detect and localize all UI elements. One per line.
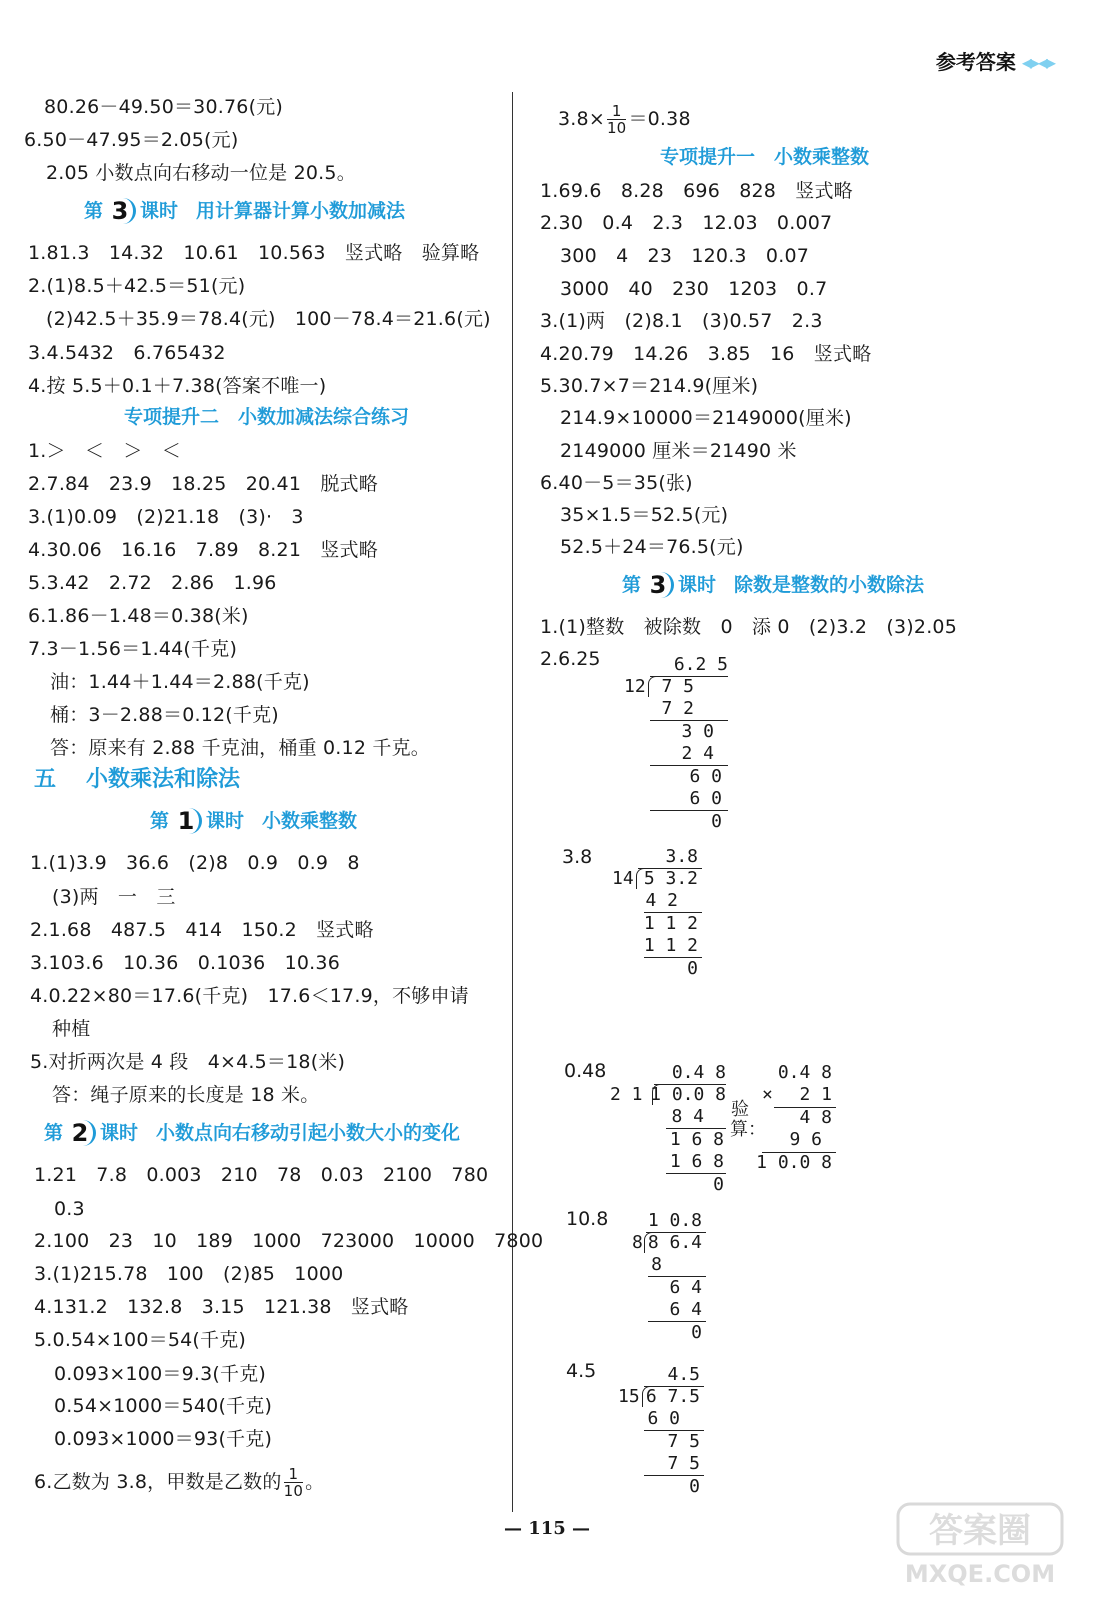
quotient: 1 0.8	[647, 1210, 702, 1231]
text-line: 1.21 7.8 0.003 210 78 0.03 2100 780	[34, 1164, 489, 1186]
lesson-number-icon: 3	[107, 198, 136, 224]
text-line: 答：原来有 2.88 千克油，桶重 0.12 千克。	[50, 737, 430, 759]
dividend: 5 3.2	[643, 868, 698, 889]
section-heading: 第 3 课时 除数是整数的小数除法	[622, 571, 925, 599]
quotient: 6.2 5	[673, 654, 728, 675]
dividend: 8 6.4	[647, 1232, 702, 1253]
section-heading: 第 2 课时 小数点向右移动引起小数大小的变化	[44, 1119, 461, 1147]
text-line: 1.(1)整数 被除数 0 添 0 (2)3.2 (3)2.05	[540, 616, 958, 638]
text-line: 油：1.44＋1.44＝2.88(千克)	[50, 671, 310, 693]
text-line: (3)两 一 三	[52, 886, 176, 908]
text-line: 2.(1)8.5＋42.5＝51(元)	[28, 275, 246, 297]
text-line: 5.0.54×100＝54(千克)	[34, 1329, 247, 1351]
text-line: 7.3－1.56＝1.44(千克)	[28, 638, 238, 660]
text-line: 种植	[52, 1018, 91, 1040]
text-line: 2.100 23 10 189 1000 723000 10000 7800	[34, 1230, 544, 1252]
long-division: 3.8 14 5 3.2 4 2 1 1 2 1 1 2 0	[610, 846, 702, 982]
text-line: 2.05 小数点向右移动一位是 20.5。	[46, 162, 356, 184]
divisor: 8	[632, 1232, 643, 1253]
watermark-bottom: MXQE.COM	[904, 1560, 1056, 1588]
text-line: 3.103.6 10.36 0.1036 10.36	[30, 952, 340, 974]
long-division: 1 0.8 8 8 6.4 8 6 4 6 4 0	[630, 1210, 706, 1346]
text-line: 6.40－5＝35(张)	[540, 472, 693, 494]
section-heading: 专项提升二 小数加减法综合练习	[124, 406, 410, 428]
text-line: 6.1.86－1.48＝0.38(米)	[28, 605, 249, 627]
dividend: 6 7.5	[645, 1386, 700, 1407]
lesson-number-icon: 1	[173, 808, 202, 834]
divisor: 14	[612, 868, 634, 889]
text-line: 35×1.5＝52.5(元)	[560, 504, 729, 526]
text-line: 2.1.68 487.5 414 150.2 竖式略	[30, 919, 374, 941]
watermark-logo	[896, 1500, 1066, 1590]
text-line: 2.30 0.4 2.3 12.03 0.007	[540, 212, 833, 234]
text-line: 6.乙数为 3.8，甲数是乙数的 $\frac{1}{10}$ 。	[34, 1465, 325, 1500]
answer-label: 2.6.25	[540, 648, 601, 670]
section-heading: 第 1 课时 小数乘整数	[150, 807, 358, 835]
answer-label: 4.5	[566, 1360, 597, 1382]
column-divider	[512, 92, 513, 1512]
page-header	[936, 46, 1054, 75]
text-line: 2.7.84 23.9 18.25 20.41 脱式略	[28, 473, 378, 495]
fraction: $\frac{1}{10}$	[283, 1465, 304, 1500]
text-line: 0.54×1000＝540(千克)	[54, 1395, 273, 1417]
text-line: 5.对折两次是 4 段 4×4.5＝18(米)	[30, 1051, 346, 1073]
header-deco-icon: ◂▸◂▸	[1021, 50, 1054, 74]
long-division: 0.4 8 2 1 1 0.0 8 8 4 1 6 8 1 6 8 0	[610, 1062, 726, 1195]
dividend: 1 0.0 8	[650, 1084, 726, 1105]
text-line: 80.26－49.50＝30.76(元)	[44, 96, 284, 118]
divisor: 15	[618, 1386, 640, 1407]
text-line: 52.5＋24＝76.5(元)	[560, 536, 744, 558]
watermark-top: 答案圈	[929, 1511, 1031, 1551]
division-bracket	[648, 676, 659, 697]
fraction: $\frac{1}{10}$	[606, 102, 627, 137]
check-label: 验算：	[730, 1099, 766, 1140]
text-line: 3.8× $\frac{1}{10}$ ＝0.38	[558, 102, 691, 137]
header-title: 参考答案	[935, 50, 1016, 74]
text-line: 4.131.2 132.8 3.15 121.38 竖式略	[34, 1296, 409, 1318]
text-line: 4.按 5.5＋0.1＋7.38(答案不唯一)	[28, 375, 327, 397]
long-division: 4.5 15 6 7.5 6 0 7 5 7 5 0	[616, 1364, 704, 1500]
answer-label: 10.8	[566, 1208, 609, 1230]
lesson-number-icon: 2	[67, 1120, 96, 1146]
watermark-icon	[896, 1500, 1066, 1590]
answer-label: 0.48	[564, 1060, 607, 1082]
text-line: 0.093×1000＝93(千克)	[54, 1428, 273, 1450]
vertical-multiplication: 0.4 8 × 2 1 4 8 9 6 1 0.0 8	[760, 1062, 836, 1182]
text-line: 5.30.7×7＝214.9(厘米)	[540, 375, 759, 397]
text-line: 300 4 23 120.3 0.07	[560, 245, 810, 267]
text-line: 4.20.79 14.26 3.85 16 竖式略	[540, 343, 872, 365]
text-line: 1.(1)3.9 36.6 (2)8 0.9 0.9 8	[30, 852, 360, 874]
divisor: 12	[624, 676, 646, 697]
unit-heading: 五 小数乘法和除法	[34, 767, 241, 792]
text-line: 2149000 厘米＝21490 米	[560, 440, 797, 462]
page-number: — 115 —	[503, 1518, 591, 1539]
text-line: 6.50－47.95＝2.05(元)	[24, 129, 239, 151]
text-line: 桶：3－2.88＝0.12(千克)	[50, 704, 279, 726]
text-line: 3.(1)0.09 (2)21.18 (3)· 3	[28, 506, 304, 528]
text-line: 1.81.3 14.32 10.61 10.563 竖式略 验算略	[28, 242, 480, 264]
text-line: 3.(1)两 (2)8.1 (3)0.57 2.3	[540, 310, 823, 332]
dividend: 7 5	[661, 676, 694, 697]
text-line: 214.9×10000＝2149000(厘米)	[560, 407, 852, 429]
long-division: 6.2 5 12 7 5 7 2 3 0 2 4 6 0 6 0 0	[624, 654, 728, 832]
multiply-sign-icon: ×	[762, 1084, 773, 1105]
text-line: 答：绳子原来的长度是 18 米。	[52, 1084, 320, 1106]
text-line: 3.(1)215.78 100 (2)85 1000	[34, 1263, 344, 1285]
answer-label: 3.8	[562, 846, 593, 868]
text-line: 3000 40 230 1203 0.7	[560, 278, 828, 300]
section-heading: 专项提升一 小数乘整数	[660, 146, 870, 168]
text-line: (2)42.5＋35.9＝78.4(元) 100－78.4＝21.6(元)	[46, 308, 491, 330]
quotient: 3.8	[665, 846, 698, 867]
text-line: 3.4.5432 6.765432	[28, 342, 226, 364]
text-line: 0.3	[54, 1198, 85, 1220]
quotient: 4.5	[667, 1364, 700, 1385]
text-line: 5.3.42 2.72 2.86 1.96	[28, 572, 277, 594]
text-line: 4.30.06 16.16 7.89 8.21 竖式略	[28, 539, 378, 561]
quotient: 0.4 8	[671, 1062, 726, 1083]
section-heading: 第 3 课时 用计算器计算小数加减法	[84, 197, 406, 225]
divisor: 2 1	[610, 1084, 643, 1105]
text-line: 0.093×100＝9.3(千克)	[54, 1363, 267, 1385]
lesson-number-icon: 3	[645, 572, 674, 598]
text-line: 1.＞ ＜ ＞ ＜	[28, 440, 181, 462]
text-line: 4.0.22×80＝17.6(千克) 17.6＜17.9，不够申请	[30, 985, 469, 1007]
text-line: 1.69.6 8.28 696 828 竖式略	[540, 180, 853, 202]
